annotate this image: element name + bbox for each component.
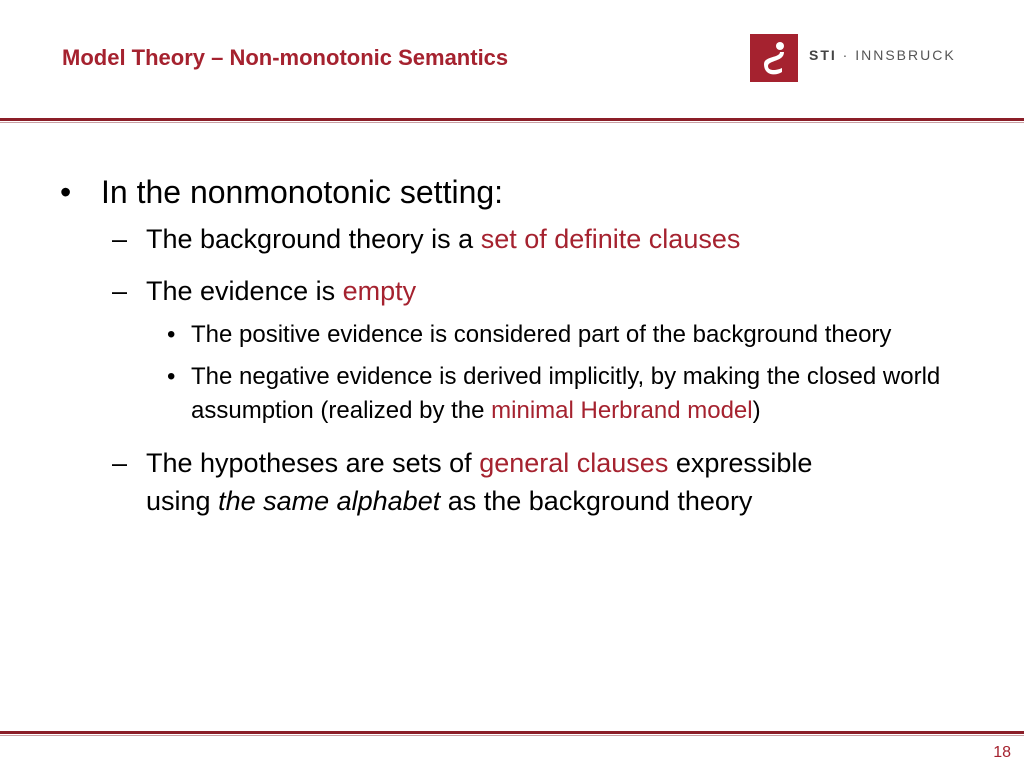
bullet-icon: • [60,174,72,210]
footer-rule [0,731,1024,734]
logo-text [809,47,956,63]
sub-bullet-evidence: – The evidence is empty [60,272,960,310]
bullet-nonmonotonic-setting: • In the nonmonotonic setting: [60,170,960,214]
header-rule [0,118,1024,121]
dash-icon: – [112,448,128,478]
header-rule-thin [0,122,1024,123]
dash-icon: – [112,224,128,254]
slide-title: Model Theory – Non-monotonic Semantics [62,45,509,70]
logo-innsbruck: · INNSBRUCK [836,47,956,63]
bullet-icon: • [167,363,176,390]
dash-icon: – [112,276,128,306]
sub-bullet-hypotheses: – The hypotheses are sets of general clauses expressible using the same alphabet as the background theory [60,444,846,520]
sti-logo-mark [750,34,798,82]
footer-rule-thin [0,735,1024,736]
bullet-icon: • [167,321,176,348]
sti-innsbruck-logo [750,34,956,84]
sub-bullet-background-theory: – The background theory is a set of definite clauses [60,220,960,258]
page-number: 18 [993,744,1011,761]
sub-sub-bullet-negative-evidence: • The negative evidence is derived implicitly, by making the closed world assumption (realized by the minimal Herbrand model) [60,360,951,428]
logo-sti: STI [809,47,837,63]
slide-body [60,170,960,534]
sub-sub-bullet-positive-evidence: • The positive evidence is considered part of the background theory [60,318,951,352]
